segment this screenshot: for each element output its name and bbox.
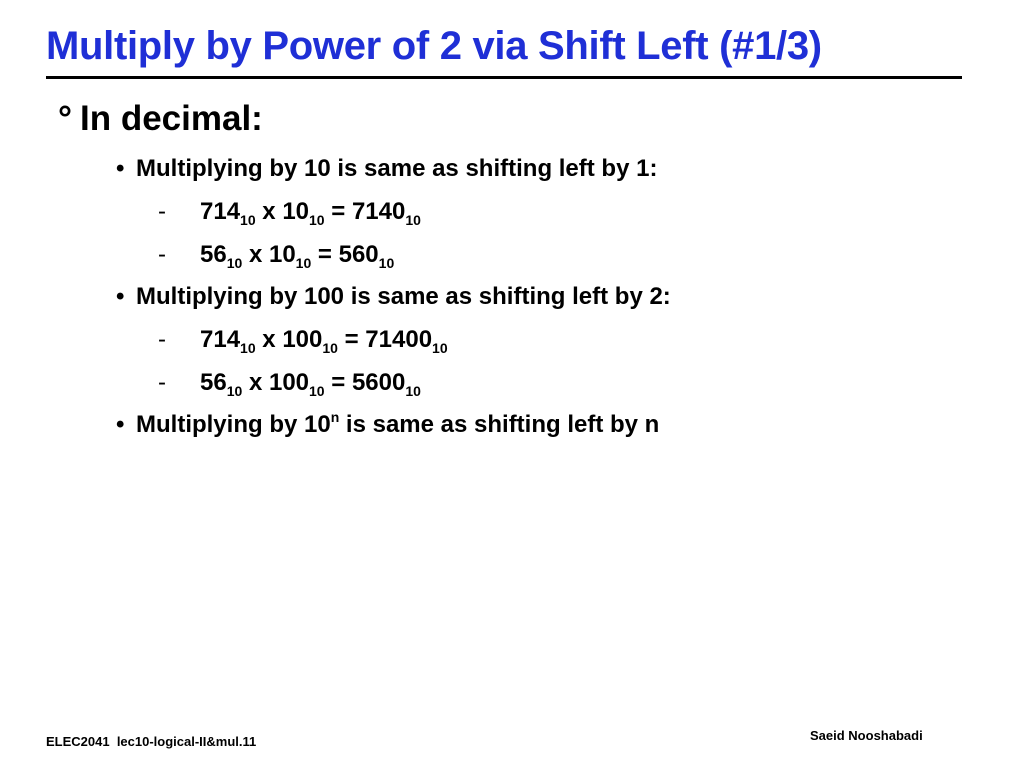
title-underline [46,76,962,79]
operand-b: 10 [268,241,296,268]
equals: = [324,369,352,396]
result-base: 10 [432,340,448,356]
equals: = [311,241,339,268]
bullet-item [116,282,671,312]
result: 7140 [351,198,406,225]
bullet-text-before: Multiplying by 10 [136,411,331,438]
bullet-item [116,410,659,440]
operator: x [255,198,283,225]
heading-in-decimal [58,98,263,140]
result: 71400 [365,326,433,353]
operand-a-base: 10 [226,383,243,399]
equals: = [324,198,352,225]
operand-a-base: 10 [240,212,256,228]
operand-b-base: 10 [309,383,325,399]
exponent: n [330,409,340,425]
example-line [158,197,421,227]
bullet-dot-icon: • [116,411,125,438]
slide-title: Multiply by Power of 2 via Shift Left (#1/3) [46,24,822,68]
operand-a: 56 [200,241,227,268]
example-line [158,325,448,355]
footer-author: Saeid Nooshabadi [810,728,923,743]
operand-a: 56 [200,369,227,396]
operator: x [242,369,269,396]
operand-a-base: 10 [240,340,256,356]
result: 560 [338,241,379,268]
result-base: 10 [405,383,421,399]
dash-bullet-icon: - [158,326,166,353]
bullet-item [116,154,657,184]
operator: x [242,241,269,268]
footer-course-info: ELEC2041 lec10-logical-II&mul.11 [46,734,257,749]
dash-bullet-icon: - [158,241,166,268]
operand-b-base: 10 [322,340,338,356]
operator: x [255,326,283,353]
operand-a: 714 [200,198,241,225]
degree-bullet-icon: ° [58,99,72,138]
bullet-text: Multiplying by 100 is same as shifting left by 2: [136,283,671,310]
example-line [158,368,421,398]
result-base: 10 [378,255,395,271]
operand-b: 100 [282,326,323,353]
bullet-dot-icon: • [116,155,125,182]
example-line [158,240,394,270]
operand-a-base: 10 [226,255,243,271]
operand-b: 10 [282,198,310,225]
equals: = [337,326,366,353]
operand-a: 714 [200,326,241,353]
operand-b-base: 10 [309,212,325,228]
bullet-text: Multiplying by 10 is same as shifting left by 1: [136,155,658,182]
result: 5600 [351,369,406,396]
result-base: 10 [405,212,421,228]
operand-b: 100 [268,369,310,396]
bullet-dot-icon: • [116,283,125,310]
heading-text: In decimal: [80,99,263,138]
operand-b-base: 10 [295,255,312,271]
dash-bullet-icon: - [158,198,166,225]
bullet-text-after: is same as shifting left by n [339,411,660,438]
dash-bullet-icon: - [158,369,166,396]
